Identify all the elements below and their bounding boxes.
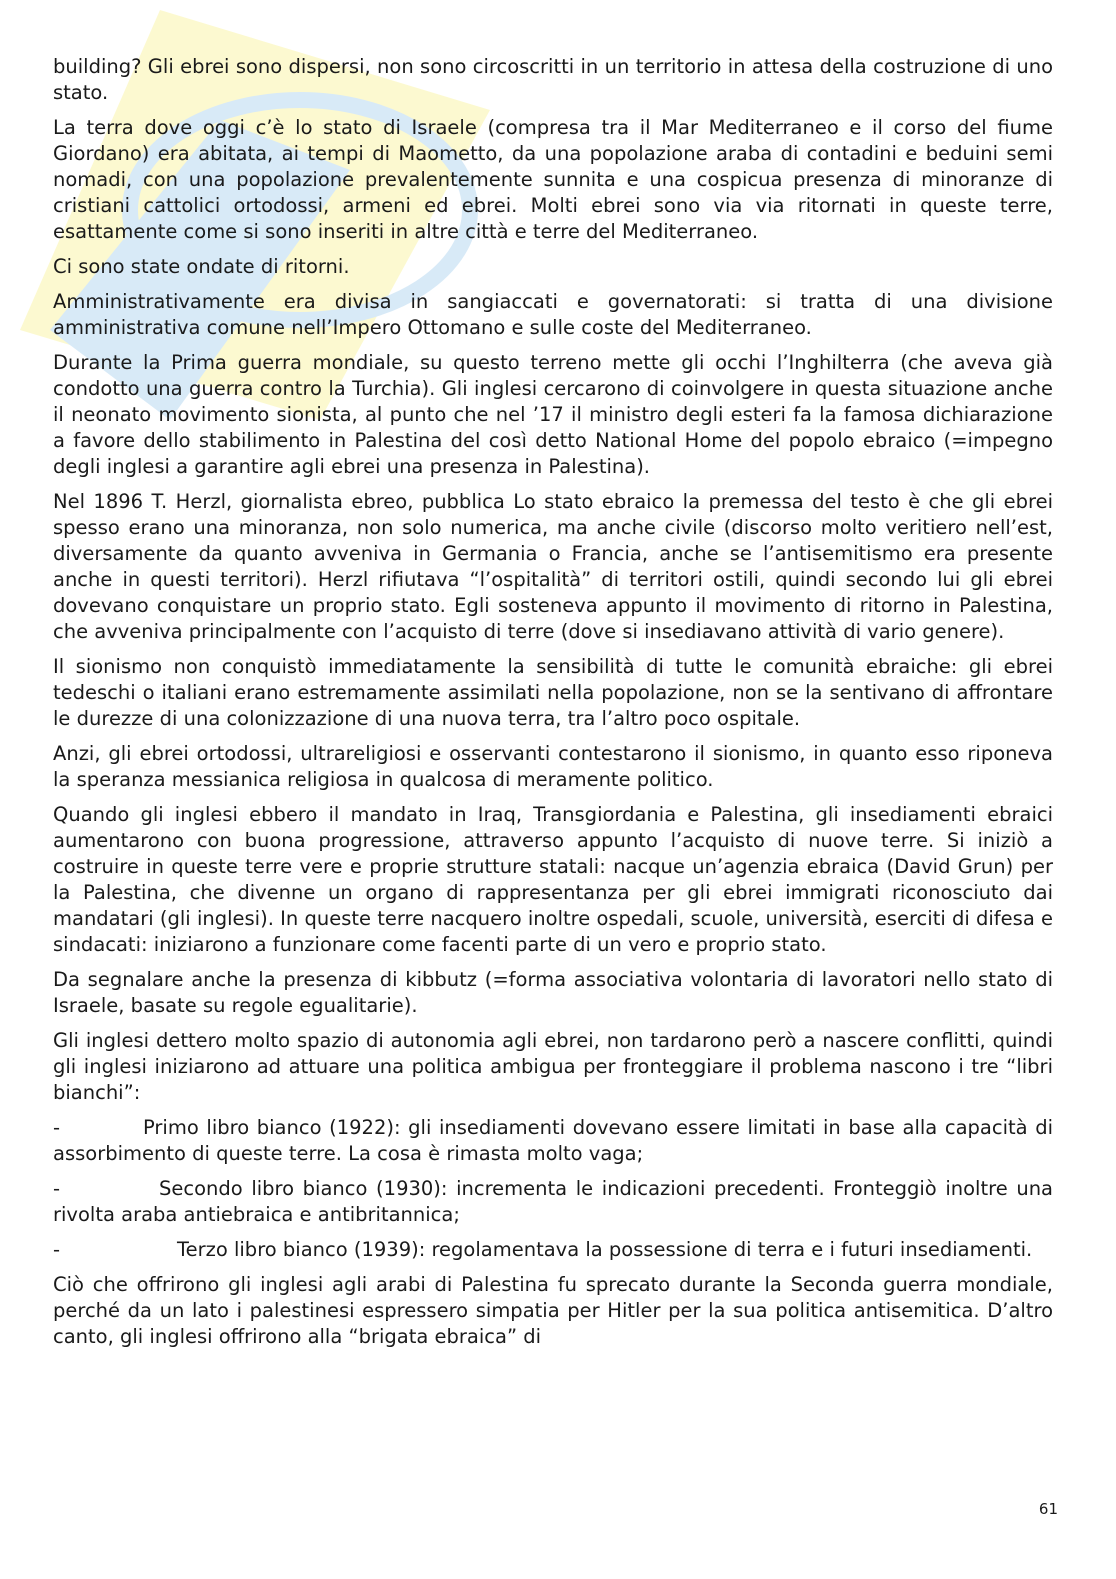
closing-paragraph: Ciò che offrirono gli inglesi agli arabi di Palestina fu sprecato durante la Seconda guerra mondiale, perché da un lato i palestinesi espressero simpatia per Hitler per la sua politica antisemitica. D’altro canto, gli inglesi offrirono alla “brigata ebraica” di: [53, 1273, 1053, 1348]
paragraph-7: Il sionismo non conquistò immediatamente la sensibilità di tutte le comunità ebraiche: gli ebrei tedeschi o italiani erano estremamente assimilati nella popolazione, non se la sentivano di affrontare le durezze di una colonizzazione di una nuova terra, tra l’altro poco ospitale.: [53, 655, 1053, 730]
list-item-text: Secondo libro bianco (1930): incrementa le indicazioni precedenti. Fronteggiò inoltre una rivolta araba antiebraica e antibritannica;: [53, 1177, 1053, 1226]
list-item: [53, 1176, 1053, 1228]
list-dash: -: [53, 1238, 61, 1261]
paragraph-6: Nel 1896 T. Herzl, giornalista ebreo, pubblica Lo stato ebraico la premessa del testo è che gli ebrei spesso erano una minoranza, non solo numerica, ma anche civile (discorso molto veritiero nell’est, diversamente da quanto avveniva in Germania o Francia, anche se l’antisemitismo era presente anche in questi territori). Herzl rifiutava “l’ospitalità” di territori ostili, quindi secondo lui gli ebrei dovevano conquistare un proprio stato. Egli sosteneva appunto il movimento di ritorno in Palestina, che avveniva principalmente con l’acquisto di terre (dove si insediavano attività di vario genere).: [53, 490, 1053, 643]
list-item: [53, 1115, 1053, 1167]
paragraph-8: Anzi, gli ebrei ortodossi, ultrareligiosi e osservanti contestarono il sionismo, in quanto esso riponeva la speranza messianica religiosa in qualcosa di meramente politico.: [53, 742, 1053, 791]
paragraph-10: Da segnalare anche la presenza di kibbutz (=forma associativa volontaria di lavoratori nello stato di Israele, basate su regole egualitarie).: [53, 968, 1053, 1017]
paragraph-3: Ci sono state ondate di ritorni.: [53, 255, 350, 278]
page-number: 61: [1038, 1500, 1058, 1518]
list-item-text: Primo libro bianco (1922): gli insediamenti dovevano essere limitati in base alla capacità di assorbimento di queste terre. La cosa è rimasta molto vaga;: [53, 1116, 1053, 1165]
list-dash: -: [53, 1177, 61, 1200]
paragraph-5: Durante la Prima guerra mondiale, su questo terreno mette gli occhi l’Inghilterra (che aveva già condotto una guerra contro la Turchia). Gli inglesi cercarono di coinvolgere in questa situazione anche il neonato movimento sionista, al punto che nel ’17 il ministro degli esteri fa la famosa dichiarazione a favore dello stabilimento in Palestina del così detto National Home del popolo ebraico (=impegno degli inglesi a garantire agli ebrei una presenza in Palestina).: [53, 351, 1053, 478]
document-body: [53, 54, 1053, 1359]
paragraph-11: Gli inglesi dettero molto spazio di autonomia agli ebrei, non tardarono però a nascere conflitti, quindi gli inglesi iniziarono ad attuare una politica ambigua per fronteggiare il problema nascono i tre “libri bianchi”:: [53, 1029, 1053, 1104]
list-item-text: Terzo libro bianco (1939): regolamentava la possessione di terra e i futuri insediamenti.: [177, 1238, 1033, 1261]
list-dash: -: [53, 1116, 61, 1139]
paragraph-4: Amministrativamente era divisa in sangiaccati e governatorati: si tratta di una divisione amministrativa comune nell’Impero Ottomano e sulle coste del Mediterraneo.: [53, 290, 1053, 339]
list-item: [53, 1237, 1053, 1263]
paragraph-1: building? Gli ebrei sono dispersi, non sono circoscritti in un territorio in attesa della costruzione di uno stato.: [53, 55, 1053, 104]
paragraph-2: La terra dove oggi c’è lo stato di Israele (compresa tra il Mar Mediterraneo e il corso del fiume Giordano) era abitata, ai tempi di Maometto, da una popolazione araba di contadini e beduini semi nomadi, con una popolazione prevalentemente sunnita e una cospicua presenza di minoranze di cristiani cattolici ortodossi, armeni ed ebrei. Molti ebrei sono via via ritornati in queste terre, esattamente come si sono inseriti in altre città e terre del Mediterraneo.: [53, 116, 1053, 243]
paragraph-9: Quando gli inglesi ebbero il mandato in Iraq, Transgiordania e Palestina, gli insediamenti ebraici aumentarono con buona progressione, attraverso appunto l’acquisto di nuove terre. Si iniziò a costruire in queste terre vere e proprie strutture statali: nacque un’agenzia ebraica (David Grun) per la Palestina, che divenne un organo di rappresentanza per gli ebrei immigrati riconosciuto dai mandatari (gli inglesi). In queste terre nacquero inoltre ospedali, scuole, università, eserciti di difesa e sindacati: iniziarono a funzionare come facenti parte di un vero e proprio stato.: [53, 803, 1053, 956]
